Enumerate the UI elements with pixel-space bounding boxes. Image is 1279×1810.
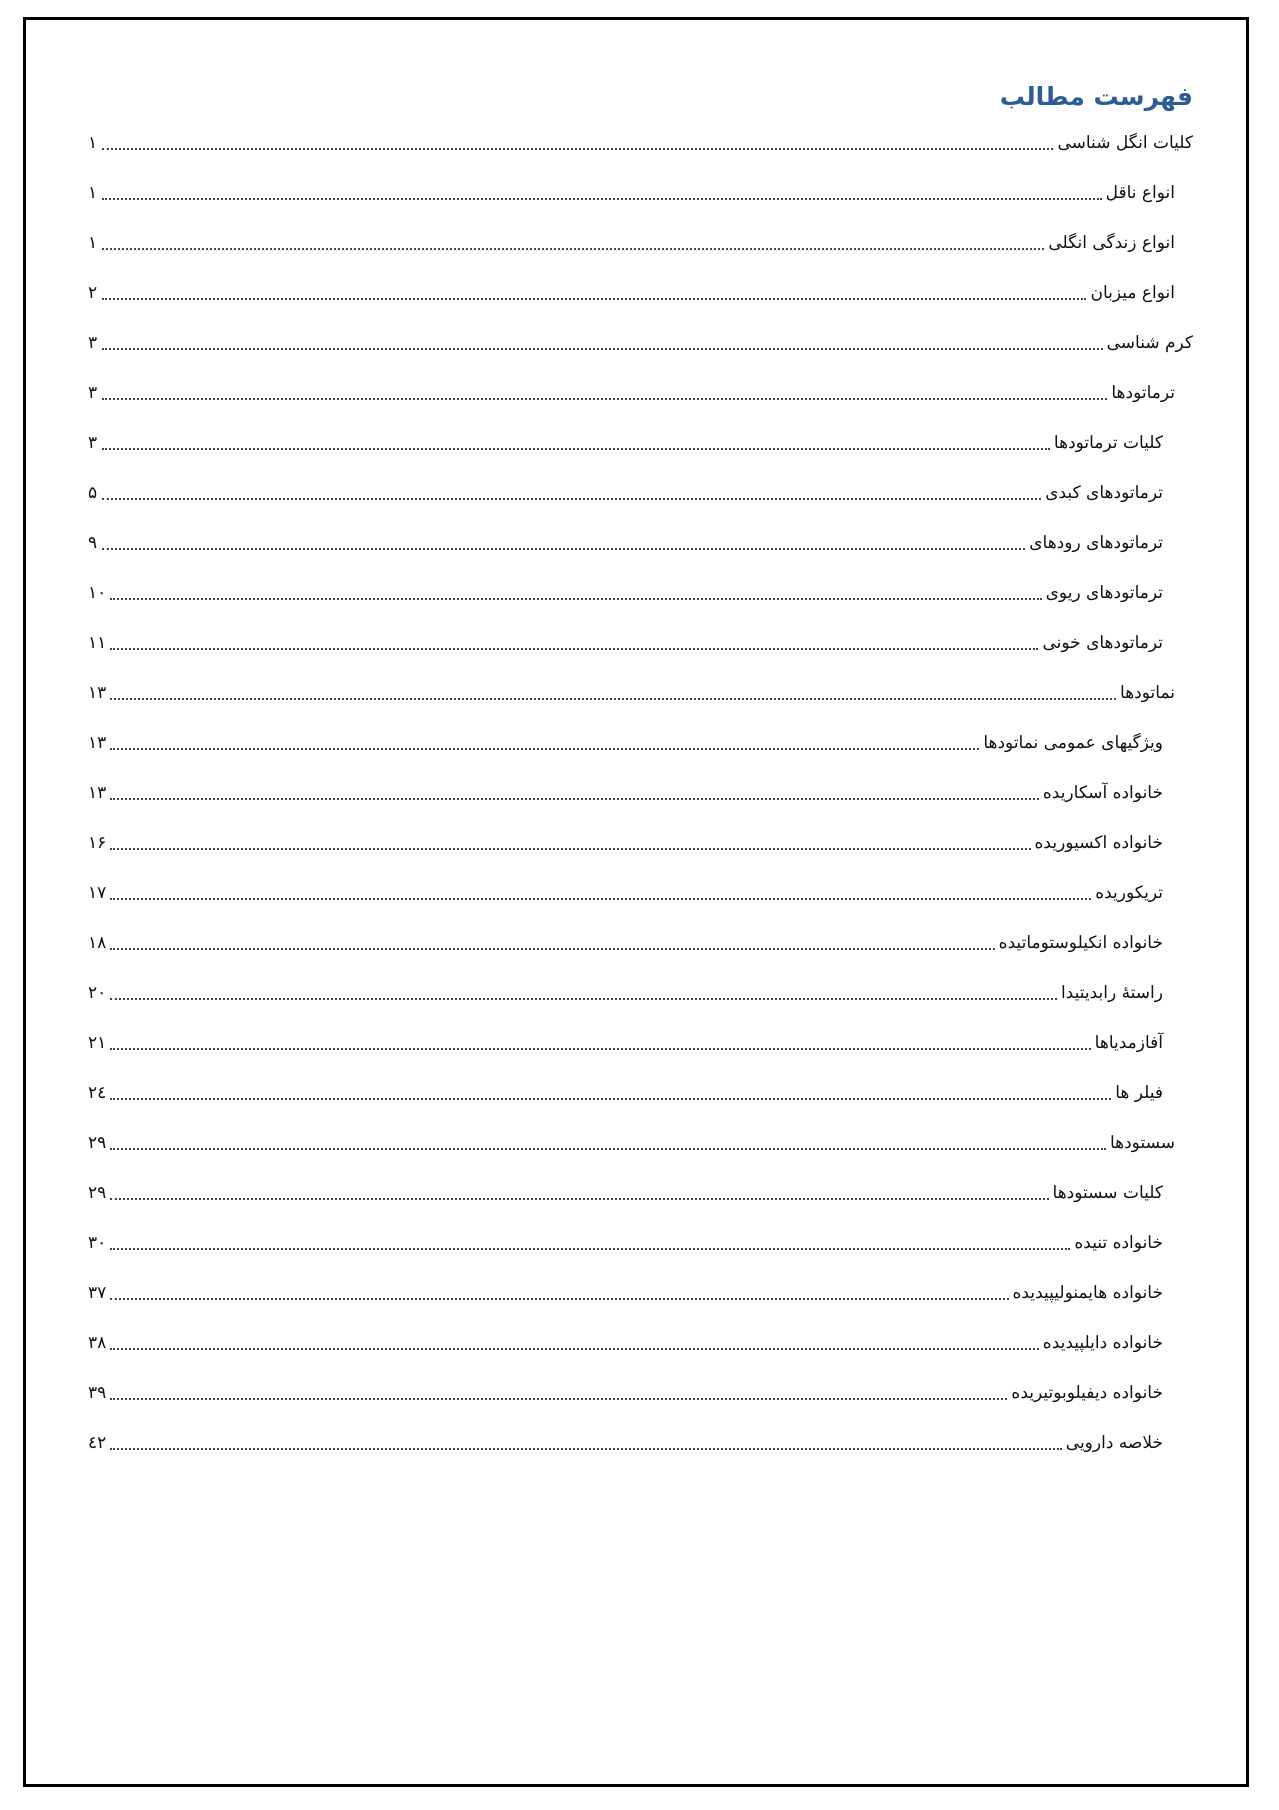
toc-entry-page: ۳۰ <box>88 1233 107 1253</box>
toc-entry-label: خانواده آسکاریده <box>1042 783 1163 803</box>
dot-leader <box>102 448 1050 450</box>
dot-leader <box>110 798 1039 800</box>
toc-entry-label: کلیات سستودها <box>1052 1183 1163 1203</box>
toc-entry-page: ۹ <box>88 533 98 553</box>
toc-entry-label: ترماتودهای رودهای <box>1029 533 1163 553</box>
toc-entry-label: کلیات انگل شناسی <box>1057 133 1193 153</box>
dot-leader <box>110 748 979 750</box>
toc-entry-label: انواع زندگی انگلی <box>1048 233 1175 253</box>
dot-leader <box>110 848 1030 850</box>
toc-entry-page: ۱۱ <box>88 633 107 653</box>
toc-entry-label: ویژگیهای عمومی نماتودها <box>983 733 1163 753</box>
toc-entry-page: ۱۳ <box>88 783 107 803</box>
toc-entry-page: ۱ <box>88 183 98 203</box>
toc-entry[interactable] <box>88 1268 1163 1318</box>
dot-leader <box>102 198 1102 200</box>
toc-entry[interactable] <box>88 468 1163 518</box>
toc-entry-page: ۳۹ <box>88 1383 107 1403</box>
toc-entry[interactable] <box>88 918 1163 968</box>
dot-leader <box>110 598 1041 600</box>
toc-entry[interactable] <box>88 1318 1163 1368</box>
toc-entry-label: کرم شناسی <box>1106 333 1193 353</box>
toc-entry-page: ۱۳ <box>88 683 107 703</box>
dot-leader <box>102 548 1025 550</box>
dot-leader <box>110 648 1038 650</box>
toc-entry[interactable] <box>88 968 1163 1018</box>
dot-leader <box>110 698 1116 700</box>
toc-entry-page: ۲۰ <box>88 983 107 1003</box>
toc-entry-page: ۳ <box>88 433 98 453</box>
toc-entry[interactable] <box>88 1018 1163 1068</box>
toc-entry[interactable] <box>88 818 1163 868</box>
toc-entry-page: ۱ <box>88 133 98 153</box>
toc-entry-page: ۲٤ <box>88 1083 107 1103</box>
toc-entry-label: انواع ناقل <box>1105 183 1175 203</box>
toc-entry-page: ۱ <box>88 233 98 253</box>
toc-entry[interactable] <box>88 618 1163 668</box>
toc-entry[interactable] <box>88 1368 1163 1418</box>
toc-entry-page: ۱۷ <box>88 883 107 903</box>
toc-entry-label: فیلر ها <box>1115 1083 1163 1103</box>
toc-entry-label: راستهٔ رابدیتیدا <box>1060 983 1163 1003</box>
toc-entry-label: نماتودها <box>1120 683 1175 703</box>
dot-leader <box>110 1248 1070 1250</box>
toc-entry[interactable] <box>88 1118 1175 1168</box>
toc-entry[interactable] <box>88 418 1163 468</box>
toc-entry[interactable] <box>88 718 1163 768</box>
dot-leader <box>102 298 1086 300</box>
toc-entry[interactable] <box>88 518 1163 568</box>
dot-leader <box>110 1048 1090 1050</box>
toc-entry-page: ۱۰ <box>88 583 107 603</box>
dot-leader <box>102 248 1044 250</box>
toc-entry-page: ۳۷ <box>88 1283 107 1303</box>
dot-leader <box>102 348 1103 350</box>
dot-leader <box>110 1348 1039 1350</box>
toc-entry[interactable] <box>88 118 1193 168</box>
toc-entry[interactable] <box>88 668 1175 718</box>
toc-entry[interactable] <box>88 768 1163 818</box>
toc-entry-label: خانواده دایلپیدیده <box>1042 1333 1163 1353</box>
toc-list <box>88 118 1193 1468</box>
toc-entry-page: ۵ <box>88 483 98 503</box>
toc-entry-label: خانواده هایمنولیپیدیده <box>1012 1283 1163 1303</box>
toc-entry[interactable] <box>88 1218 1163 1268</box>
toc-entry-page: ۱۸ <box>88 933 107 953</box>
toc-entry[interactable] <box>88 368 1175 418</box>
toc-entry-label: ترماتودهای کبدی <box>1045 483 1163 503</box>
toc-entry-page: ۲۱ <box>88 1033 107 1053</box>
toc-entry-label: ترماتودهای ریوی <box>1045 583 1163 603</box>
toc-entry-page: ٤۲ <box>88 1433 107 1453</box>
dot-leader <box>110 898 1091 900</box>
dot-leader <box>110 998 1057 1000</box>
toc-entry[interactable] <box>88 1168 1163 1218</box>
toc-entry-label: کلیات ترماتودها <box>1053 433 1163 453</box>
dot-leader <box>110 1198 1048 1200</box>
dot-leader <box>110 1148 1106 1150</box>
toc-entry[interactable] <box>88 318 1193 368</box>
toc-entry-label: خانواده تنیده <box>1074 1233 1163 1253</box>
toc-entry-label: ترماتودهای خونی <box>1042 633 1163 653</box>
toc-entry-page: ۲۹ <box>88 1133 107 1153</box>
toc-entry-label: خانواده دیفیلوبوتیریده <box>1011 1383 1163 1403</box>
toc-entry-label: ترماتودها <box>1111 383 1175 403</box>
toc-entry-page: ۱۶ <box>88 833 107 853</box>
toc-title: فهرست مطالب <box>999 82 1193 111</box>
dot-leader <box>110 1298 1008 1300</box>
toc-entry-page: ۲۹ <box>88 1183 107 1203</box>
toc-entry-label: سستودها <box>1109 1133 1175 1153</box>
dot-leader <box>102 498 1041 500</box>
toc-entry-page: ۳ <box>88 333 98 353</box>
toc-entry[interactable] <box>88 168 1175 218</box>
toc-entry-label: آفازمدیاها <box>1094 1033 1163 1053</box>
toc-entry[interactable] <box>88 268 1175 318</box>
toc-entry-page: ۱۳ <box>88 733 107 753</box>
dot-leader <box>110 1098 1111 1100</box>
toc-entry-label: خلاصه دارویی <box>1065 1433 1163 1453</box>
toc-entry[interactable] <box>88 568 1163 618</box>
toc-entry-page: ۲ <box>88 283 98 303</box>
toc-entry-label: تریکوریده <box>1095 883 1163 903</box>
dot-leader <box>102 148 1053 150</box>
toc-entry[interactable] <box>88 1418 1163 1468</box>
toc-entry[interactable] <box>88 868 1163 918</box>
toc-entry-page: ۳۸ <box>88 1333 107 1353</box>
dot-leader <box>102 398 1107 400</box>
dot-leader <box>110 1448 1062 1450</box>
dot-leader <box>110 1398 1007 1400</box>
toc-entry-page: ۳ <box>88 383 98 403</box>
toc-entry[interactable] <box>88 1068 1163 1118</box>
toc-entry[interactable] <box>88 218 1175 268</box>
toc-entry-label: خانواده انکیلوستوماتیده <box>998 933 1163 953</box>
toc-entry-label: انواع میزبان <box>1090 283 1175 303</box>
toc-entry-label: خانواده اکسیوریده <box>1034 833 1163 853</box>
dot-leader <box>110 948 994 950</box>
